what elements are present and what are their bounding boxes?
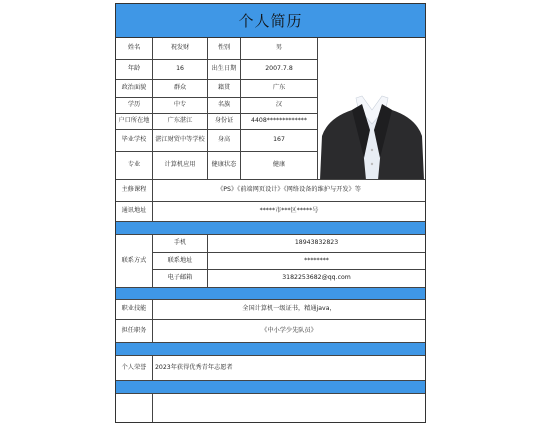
- value-major: 计算机应用: [153, 152, 208, 180]
- value-native-place: 广东: [241, 80, 318, 98]
- label-skills: 职业技能: [116, 300, 153, 320]
- value-ethnicity: 汉: [241, 98, 318, 114]
- label-address: 通讯地址: [116, 202, 153, 222]
- label-education: 学历: [116, 98, 153, 114]
- resume-title: 个人简历: [116, 4, 425, 38]
- value-contact-address: ********: [208, 253, 425, 270]
- value-gender: 男: [241, 38, 318, 60]
- suit-photo-icon: [318, 38, 425, 180]
- label-age: 年龄: [116, 60, 153, 80]
- label-major: 专业: [116, 152, 153, 180]
- label-honor: 个人荣誉: [116, 356, 153, 381]
- label-email: 电子邮箱: [153, 270, 208, 288]
- label-native-place: 籍贯: [208, 80, 241, 98]
- value-height: 167: [241, 130, 318, 152]
- label-id-card: 身份证: [208, 114, 241, 130]
- label-contact: 联系方式: [116, 235, 153, 288]
- label-next-section: [116, 394, 153, 422]
- value-phone: 18943832823: [208, 235, 425, 253]
- value-education: 中专: [153, 98, 208, 114]
- value-name: 祝发财: [153, 38, 208, 60]
- section-divider: [116, 222, 425, 235]
- label-household: 户口所在地: [116, 114, 153, 130]
- value-household: 广东湛江: [153, 114, 208, 130]
- value-honor: 2023年获得优秀青年志愿者: [153, 356, 425, 381]
- section-divider: [116, 381, 425, 394]
- label-political: 政治面貌: [116, 80, 153, 98]
- label-contact-address: 联系地址: [153, 253, 208, 270]
- resume-sheet: [115, 3, 426, 423]
- value-school: 湛江财贸中等学校: [153, 130, 208, 152]
- value-age: 16: [153, 60, 208, 80]
- label-duty: 担任职务: [116, 320, 153, 343]
- label-ethnicity: 名族: [208, 98, 241, 114]
- section-divider: [116, 288, 425, 300]
- profile-photo: [318, 38, 425, 180]
- label-name: 姓名: [116, 38, 153, 60]
- value-skills: 全国计算机一级证书，精通java，: [153, 300, 425, 320]
- label-height: 身高: [208, 130, 241, 152]
- label-birthdate: 出生日期: [208, 60, 241, 80]
- value-email: 3182253682@qq.com: [208, 270, 425, 288]
- label-courses: 主修课程: [116, 180, 153, 202]
- value-birthdate: 2007.7.8: [241, 60, 318, 80]
- label-health: 健康状态: [208, 152, 241, 180]
- value-courses: 《PS》《前端网页设计》《网络设备的维护与开发》等: [153, 180, 425, 202]
- value-address: *****市***区*****号: [153, 202, 425, 222]
- label-school: 毕业学校: [116, 130, 153, 152]
- section-divider: [116, 343, 425, 356]
- value-political: 群众: [153, 80, 208, 98]
- value-health: 健康: [241, 152, 318, 180]
- value-duty: 《中小学少先队员》: [153, 320, 425, 343]
- label-phone: 手机: [153, 235, 208, 253]
- value-id-card: 4408*************: [241, 114, 318, 130]
- label-gender: 性别: [208, 38, 241, 60]
